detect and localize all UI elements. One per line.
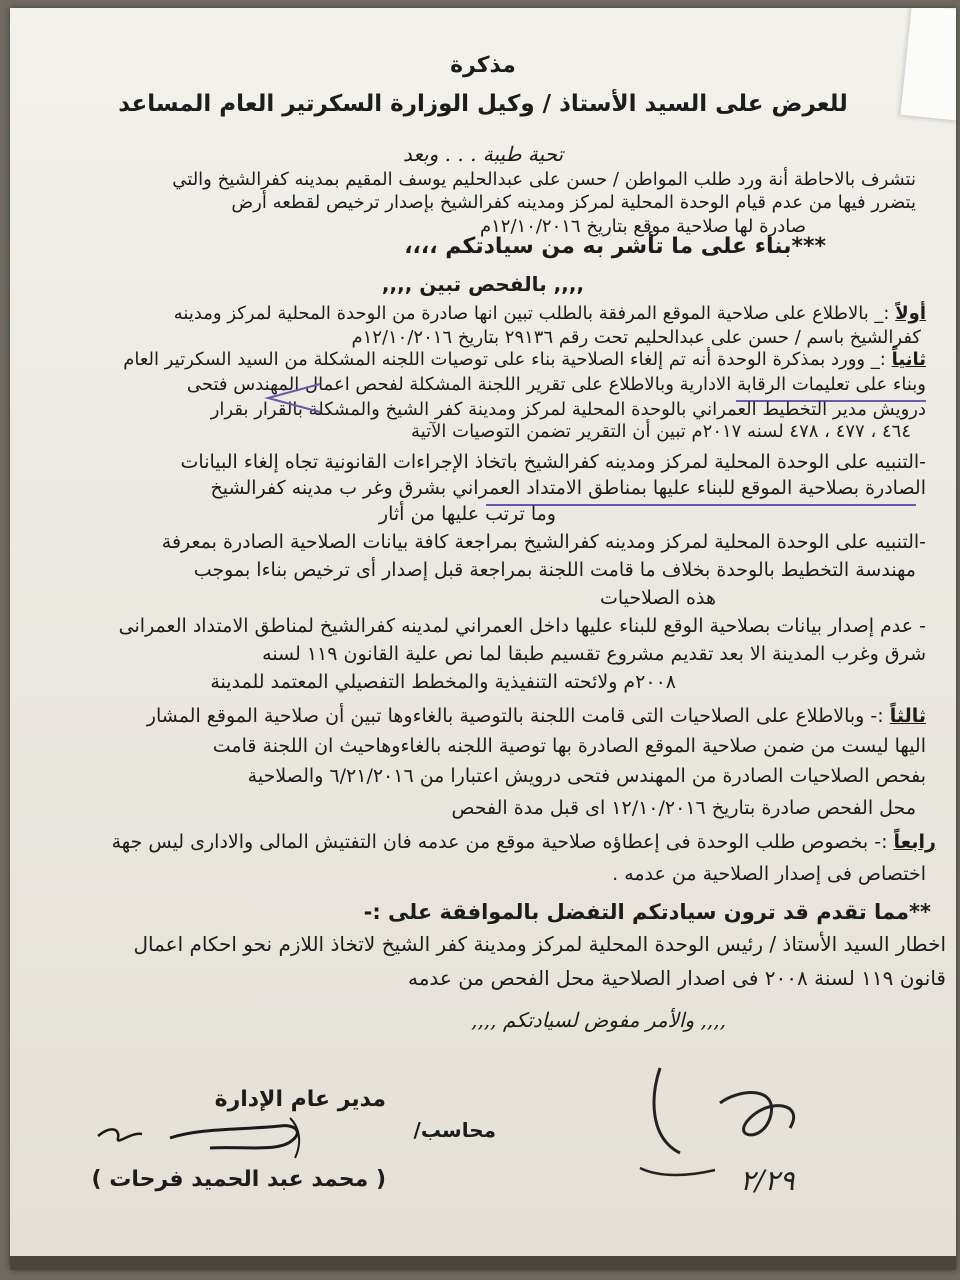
document-page: [10, 8, 956, 1270]
third-line-3: بفحص الصلاحيات الصادرة من المهندس فتحى درويش اعتبارا من ٦/٢١/٢٠١٦ والصلاحية: [247, 765, 926, 787]
rec-3-line-3: ٢٠٠٨م ولائحته التنفيذية والمخطط التفصيلي المعتمد للمدينة: [210, 671, 676, 693]
pen-signature-icon: [620, 1058, 940, 1208]
second-line-3: درويش مدير التخطيط العمراني بالوحدة المحلية لمركز ومدينة كفر الشيخ والمشكلة بالقرار بقرار: [210, 399, 926, 420]
closing-line: ,,,, والأمر مفوض لسيادتكم ,,,,: [471, 1008, 726, 1032]
intro-line-1: نتشرف بالاحاطة أنة ورد طلب المواطن / حسن على عبدالحليم يوسف المقيم بمدينه كفرالشيخ والتي: [172, 169, 916, 190]
photo-edge: [10, 1256, 956, 1270]
first-text-1: :_ بالاطلاع على صلاحية الموقع المرفقة بالطلب تبين انها صادرة من الوحدة المحلية لمركز ومدينه: [173, 303, 890, 324]
intro-line-3: صادرة لها صلاحية موقع بتاريخ ١٢/١٠/٢٠١٦م: [479, 216, 806, 237]
fourth-line-1: [112, 828, 936, 856]
check-mark-icon: [260, 378, 330, 418]
rec-3-line-2: شرق وغرب المدينة الا بعد تقديم مشروع تقسيم طبقا لما نص علية القانون ١١٩ لسنه: [262, 643, 926, 665]
second-line-2: وبناء على تعليمات الرقابة الادارية وبالاطلاع على تقرير اللجنة المشكلة لفحص اعمال المهندس فتحى: [186, 374, 926, 395]
second-line-4: ٤٦٤ ، ٤٧٧ ، ٤٧٨ لسنه ٢٠١٧م تبين أن التقرير تضمن التوصيات الآتية: [411, 421, 911, 442]
third-line-1: [147, 702, 926, 730]
addressee: للعرض على السيد الأستاذ / وكيل الوزارة السكرتير العام المساعد: [118, 91, 848, 117]
fourth-line-2: اختصاص فى إصدار الصلاحية من عدمه .: [612, 863, 926, 885]
exam-heading: ,,,, بالفحص تبين ,,,,: [381, 272, 585, 296]
intro-line-4: ***بناء على ما تأشر به من سيادتكم ،،،،: [404, 234, 826, 259]
first-label: أولاً: [895, 303, 926, 324]
rec-1-line-2: الصادرة بصلاحية الموقع للبناء عليها بمناطق الامتداد العمراني بشرق وغر ب مدينه كفرالشيخ: [210, 477, 926, 499]
rec-2-line-1: -التنبيه على الوحدة المحلية لمركز ومدينه كفرالشيخ بمراجعة كافة بيانات الصلاحية الصادرة بمعرفة: [161, 531, 926, 553]
second-text-1: :_ وورد بمذكرة الوحدة أنه تم إلغاء الصلاحية بناء على توصيات اللجنه المشكلة من السيد السكرتير العام: [123, 349, 886, 370]
director-title: مدير عام الإدارة: [214, 1087, 386, 1112]
third-label: ثالثاً: [889, 705, 926, 727]
director-signature-icon: [90, 1098, 330, 1168]
second-label: ثانياً: [891, 349, 926, 370]
fourth-label: رابعاً: [893, 831, 936, 853]
fourth-text-1: :- بخصوص طلب الوحدة فى إعطاؤه صلاحية موقع من عدمه فان التفتيش المالى والادارى ليس جهة: [111, 831, 888, 853]
third-line-2: اليها ليست من ضمن صلاحية الموقع الصادرة بها توصية اللجنه بالغاءوهاحيث ان اللجنة قامت: [212, 735, 926, 757]
memo-title: مذكرة: [450, 53, 516, 78]
rec-2-line-3: هذه الصلاحيات: [599, 587, 716, 609]
greeting: تحية طيبة . . . وبعد: [402, 142, 564, 166]
conclusion-line-2: اخطار السيد الأستاذ / رئيس الوحدة المحلية لمركز ومدينة كفر الشيخ لاتخاذ اللازم نحو احكام اعمال: [133, 932, 946, 956]
rec-2-line-2: مهندسة التخطيط بالوحدة بخلاف ما قامت اللجنة بمراجعة قبل إصدار أى ترخيص بناءا بموجب: [193, 559, 916, 581]
accountant-label: محاسب/: [413, 1118, 496, 1142]
rec-1-line-3: وما ترتب عليها من أثار: [378, 503, 556, 525]
rec-3-line-1: - عدم إصدار بيانات بصلاحية الوقع للبناء عليها داخل العمراني لمدينه كفرالشيخ لمناطق الامتداد العمرانى: [118, 615, 926, 637]
first-line-2: كفرالشيخ باسم / حسن على عبدالحليم تحت رقم ٢٩١٣٦ بتاريخ ١٢/١٠/٢٠١٦م: [351, 327, 921, 348]
third-line-4: محل الفحص صادرة بتاريخ ١٢/١٠/٢٠١٦ اى قبل مدة الفحص: [451, 797, 916, 819]
intro-line-2: يتضرر فيها من عدم قيام الوحدة المحلية لمركز ومدينه كفرالشيخ بإصدار ترخيص لقطعه أرض: [231, 192, 916, 213]
conclusion-line-1: **مما تقدم قد ترون سيادتكم التفضل بالموافقة على :-: [363, 900, 931, 924]
second-line-1: [123, 346, 926, 374]
conclusion-line-3: قانون ١١٩ لسنة ٢٠٠٨ فى اصدار الصلاحية محل الفحص من عدمه: [407, 966, 946, 990]
director-name: ( محمد عبد الحميد فرحات ): [91, 1167, 386, 1192]
rec-1-line-1: -التنبيه على الوحدة المحلية لمركز ومدينه كفرالشيخ باتخاذ الإجراءات القانونية تجاه إلغاء البيانات: [180, 451, 926, 473]
third-text-1: :- وبالاطلاع على الصلاحيات التى قامت اللجنة بالتوصية بالغاءوها تبين أن صلاحية الموقع المشار: [146, 705, 884, 727]
pen-signature-date: ٢/٢٩: [740, 1164, 795, 1197]
